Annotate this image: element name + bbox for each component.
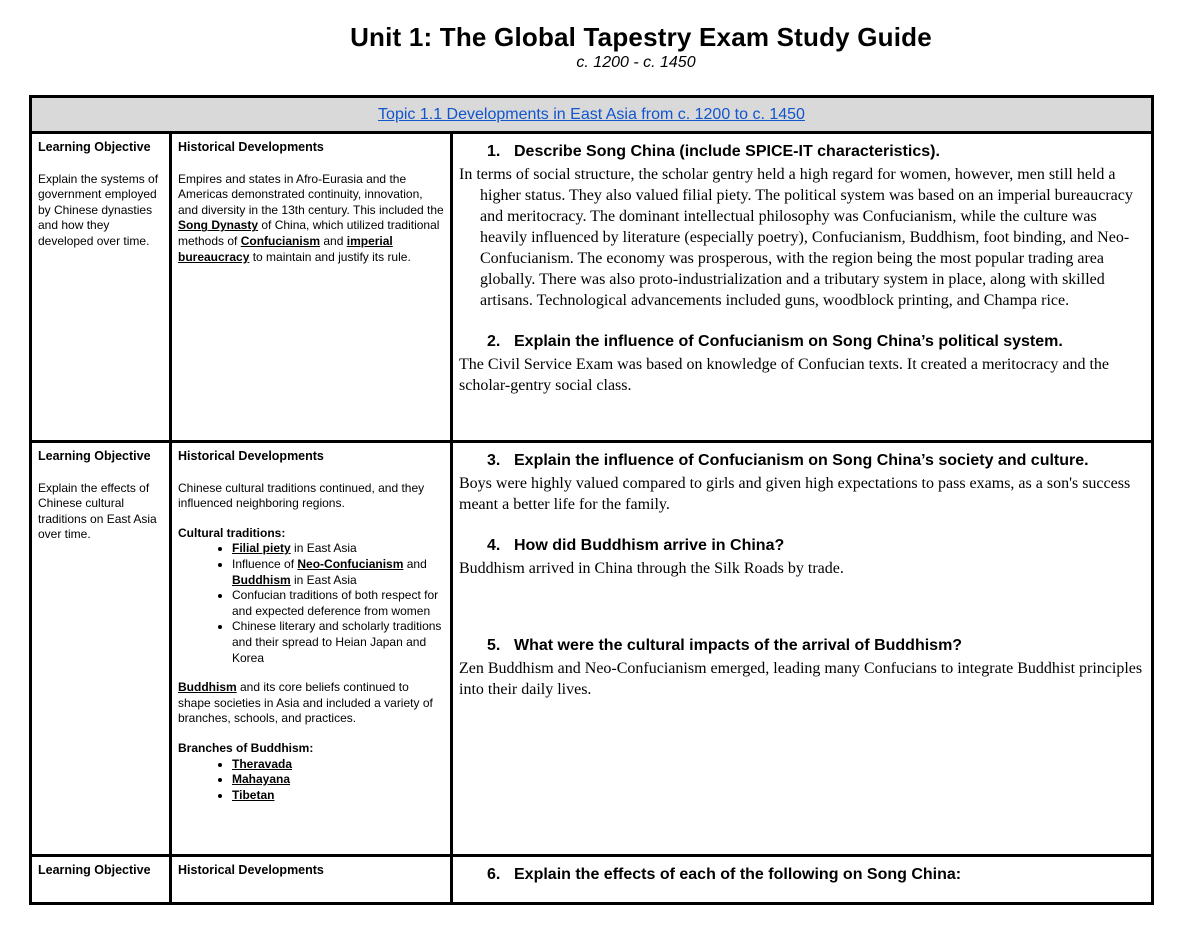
question-1 bbox=[459, 143, 1145, 160]
dev-text: of China, which utilized traditional methods of bbox=[178, 218, 440, 248]
dev-text: to maintain and justify its rule. bbox=[249, 249, 411, 264]
question-text: Explain the effects of each of the following on Song China: bbox=[514, 866, 962, 883]
list-item: • Chinese literary and scholarly traditions and their spread to Heian Japan and Korea bbox=[232, 619, 444, 666]
dev-text: and bbox=[320, 233, 347, 248]
cultural-traditions-list bbox=[178, 541, 444, 666]
historical-developments-text bbox=[178, 172, 444, 266]
question-text: Explain the influence of Confucianism on Song China’s society and culture. bbox=[514, 452, 1089, 469]
branches-heading: Branches of Buddhism: bbox=[178, 740, 314, 755]
answer-5: Zen Buddhism and Neo-Confucianism emerged, leading many Confucians to integrate Buddhist principles into their daily lives. bbox=[459, 660, 1143, 698]
answer-4: Buddhism arrived in China through the Silk Roads by trade. bbox=[459, 560, 844, 577]
question-3 bbox=[459, 452, 1145, 469]
term-imperial-bureaucracy: imperial bureaucracy bbox=[178, 233, 393, 264]
answer-3: Boys were highly valued compared to girls and given high expectations to pass exams, as a son's success meant a better life for the family. bbox=[459, 475, 1131, 513]
table-row bbox=[31, 442, 1153, 856]
historical-developments-cell bbox=[171, 133, 452, 442]
topic-heading-link[interactable]: Topic 1.1 Developments in East Asia from c. 1200 to c. 1450 bbox=[31, 97, 1153, 133]
question-text: Describe Song China (include SPICE-IT characteristics). bbox=[514, 143, 940, 160]
branches-list bbox=[178, 757, 444, 804]
question-number: 4. bbox=[487, 537, 501, 554]
question-number: 5. bbox=[487, 637, 501, 654]
question-6 bbox=[459, 866, 1145, 883]
question-number: 3. bbox=[487, 452, 501, 469]
questions-cell bbox=[452, 442, 1153, 856]
question-number: 2. bbox=[487, 333, 501, 350]
historical-developments-label: Historical Developments bbox=[178, 863, 324, 877]
learning-objective-cell bbox=[31, 856, 171, 904]
question-5 bbox=[459, 637, 1145, 654]
historical-developments-cell bbox=[171, 856, 452, 904]
question-text: How did Buddhism arrive in China? bbox=[514, 537, 785, 554]
dev-text: Empires and states in Afro-Eurasia and the Americas demonstrated continuity, innovation, and diversity in the 13th century. This included the bbox=[178, 171, 444, 217]
learning-objective-text: Explain the effects of Chinese cultural traditions on East Asia over time. bbox=[38, 480, 157, 542]
questions-cell bbox=[452, 133, 1153, 442]
term-confucianism: Confucianism bbox=[240, 233, 321, 248]
learning-objective-label: Learning Objective bbox=[38, 863, 151, 877]
historical-developments-text: Chinese cultural traditions continued, and they influenced neighboring regions. bbox=[178, 480, 425, 511]
list-item: • Tibetan bbox=[232, 788, 444, 804]
historical-developments-label: Historical Developments bbox=[178, 449, 324, 463]
list-item: • Theravada bbox=[232, 757, 444, 773]
buddhism-text: Buddhism and its core beliefs continued to shape societies in Asia and included a variety of branches, schools, and practices. bbox=[178, 680, 433, 726]
document-subtitle: c. 1200 - c. 1450 bbox=[576, 54, 696, 71]
list-item: • Confucian traditions of both respect for and expected deference from women bbox=[232, 588, 444, 619]
answer-1: In terms of social structure, the scholar gentry held a high regard for women, however, men still held a higher status. They also valued filial piety. The political system was based on an imperial bureaucracy and meritocracy. The dominant intellectual philosophy was Confucianism, while the culture was heavily influenced by literature (especially poetry), Confucianism, Buddhism, foot binding, and Neo-Confucianism. The economy was prosperous, with the region being the most popular trading area globally. There was also proto-industrialization and a tributary system in place, along with skilled artisans. Technological advancements included guns, woodblock printing, and Champa rice. bbox=[459, 166, 1133, 309]
question-text: What were the cultural impacts of the arrival of Buddhism? bbox=[514, 637, 963, 654]
list-item: • Filial piety in East Asia bbox=[232, 541, 444, 557]
study-guide-table bbox=[29, 95, 1154, 905]
learning-objective-label: Learning Objective bbox=[38, 140, 151, 154]
learning-objective-label: Learning Objective bbox=[38, 449, 151, 463]
question-text: Explain the influence of Confucianism on Song China’s political system. bbox=[514, 333, 1063, 350]
list-item: • Mahayana bbox=[232, 772, 444, 788]
questions-cell bbox=[452, 856, 1153, 904]
learning-objective-cell bbox=[31, 133, 171, 442]
question-number: 1. bbox=[487, 143, 501, 160]
list-item: • Influence of Neo-Confucianism and Buddhism in East Asia bbox=[232, 557, 444, 588]
question-4 bbox=[459, 537, 1145, 554]
term-song-dynasty: Song Dynasty bbox=[178, 218, 259, 233]
question-2 bbox=[459, 333, 1145, 350]
learning-objective-cell bbox=[31, 442, 171, 856]
table-row bbox=[31, 133, 1153, 442]
table-row bbox=[31, 856, 1153, 904]
question-number: 6. bbox=[487, 866, 501, 883]
historical-developments-cell bbox=[171, 442, 452, 856]
cultural-traditions-heading: Cultural traditions: bbox=[178, 525, 286, 540]
document-title: Unit 1: The Global Tapestry Exam Study Guide bbox=[350, 22, 932, 52]
answer-2: The Civil Service Exam was based on knowledge of Confucian texts. It created a meritocracy and the scholar-gentry social class. bbox=[459, 356, 1109, 394]
learning-objective-text: Explain the systems of government employed by Chinese dynasties and how they developed over time. bbox=[38, 171, 159, 248]
historical-developments-label: Historical Developments bbox=[178, 140, 324, 154]
topic-row bbox=[31, 97, 1153, 133]
